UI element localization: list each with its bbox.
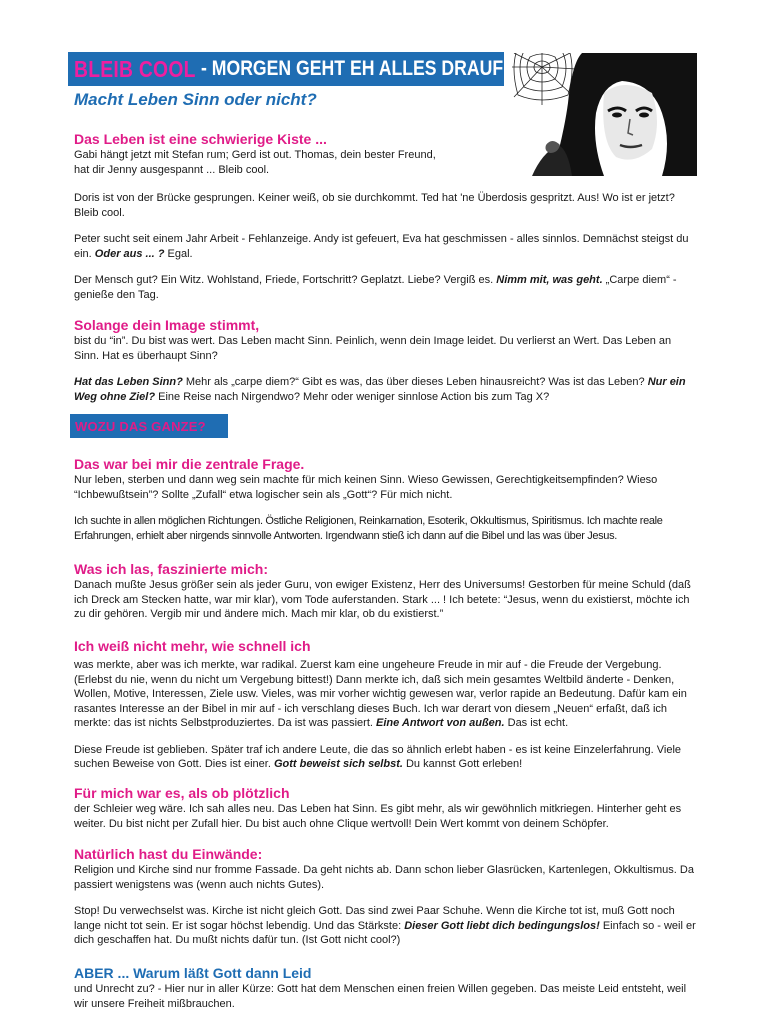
text-line: Gabi hängt jetzt mit Stefan rum; Gerd ist out. Thomas, dein bester Freund,	[74, 149, 436, 161]
text-span: was merkte, aber was ich merkte, war radikal. Zuerst kam eine ungeheure Freude in mir auf - die Freude der Vergebung. (Erlebst du nie, wenn du nicht um Vergebung bittest!) Dann merkte ich, daß sich mein gesamtes Weltbild änderte - Denken, Wollen, Motive, Interessen, Ziele usw. Vieles, was mir vorher wichtig gewesen war, verlor rapide an Bedeutung. Dafür kam ein rasantes Interesse an der Bibel in mir auf - ich verschlang dieses Buch. Ich war derart von diesem „Neuen“ erfaßt, daß ich merkte: das ist nichts Selbstproduziertes. Da ist was passiert.	[74, 659, 687, 729]
paragraph: Doris ist von der Brücke gesprungen. Keiner weiß, ob sie durchkommt. Ted hat 'ne Überdosis gespritzt. Aus! Wo ist er jetzt? Bleib cool.	[74, 192, 675, 219]
emphasis: Gott beweist sich selbst.	[273, 758, 403, 770]
text-span: „Carpe diem“ - genieße den Tag.	[74, 274, 677, 301]
emphasis: Nur ein Weg ohne Ziel?	[74, 376, 686, 403]
text-span: Der Mensch gut? Ein Witz. Wohlstand, Friede, Fortschritt? Geplatzt. Liebe? Vergiß es.	[74, 274, 497, 286]
title-main: BLEIB COOL	[74, 55, 196, 82]
title-banner	[68, 52, 504, 86]
text-span: Peter sucht seit einem Jahr Arbeit - Fehlanzeige. Andy ist gefeuert, Eva hat geschmissen - alles sinnlos. Demnächst steigst du ein.	[74, 233, 689, 260]
text-line: hat dir Jenny ausgespannt ... Bleib cool.	[74, 163, 270, 176]
section-heading: ABER ... Warum läßt Gott dann Leid	[74, 965, 312, 981]
text-span: Einfach so - weil er dich geschaffen hat. Du mußt nichts dafür tun. (Ist Gott nicht cool?)	[74, 919, 696, 946]
section-central-question	[74, 455, 698, 543]
section-heading: Für mich war es, als ob plötzlich	[74, 785, 290, 801]
text-span: Egal.	[164, 247, 193, 260]
text-span: Diese Freude ist geblieben. Später traf ich andere Leute, die das so ähnlich erlebt haben - es ist keine Einzelerfahrung. Viele suchen Beweise von Gott. Dies ist einer.	[74, 743, 682, 770]
section-fascination	[74, 560, 698, 622]
paragraph	[74, 148, 698, 177]
section-suffering	[74, 964, 698, 1011]
section-heading: Natürlich hast du Einwände:	[74, 846, 263, 862]
text-span: Du kannst Gott erleben!	[402, 758, 523, 770]
text-span: Mehr als „carpe diem?“ Gibt es was, das über dieses Leben hinausreicht? Was ist das Leben?	[182, 376, 648, 388]
section-objections	[74, 845, 698, 948]
paragraph: bist du “in”. Du bist was wert. Das Leben macht Sinn. Peinlich, wenn dein Image leidet. Du verlierst an Wert. Das Leben an Sinn. Hat es überhaupt Sinn?	[74, 335, 672, 362]
subtitle: Macht Leben Sinn oder nicht?	[74, 90, 317, 109]
emphasis: Eine Antwort von außen.	[376, 717, 505, 729]
paragraph: der Schleier weg wäre. Ich sah alles neu. Das Leben hat Sinn. Es gibt mehr, als wir gewöhnlich mitkriegen. Hinterher geht es weiter. Du bist nicht per Zufall hier. Du bist auch ohne Clique wertvoll! Dein Wert kommt von deinem Schöpfer.	[74, 803, 682, 830]
text-span: Das ist echt.	[504, 717, 569, 729]
paragraph	[74, 232, 698, 261]
section-veil	[74, 784, 698, 831]
section-heading: Ich weiß nicht mehr, wie schnell ich	[74, 638, 311, 654]
emphasis: Dieser Gott liebt dich bedingungslos!	[404, 919, 600, 932]
paragraph: Nur leben, sterben und dann weg sein machte für mich keinen Sinn. Wieso Gewissen, Gerechtigkeitsempfinden? Wieso “Ichbewußtsein”? Sollte „Zufall“ etwa logischer sein als „Gott“? Für mich nicht.	[74, 474, 658, 501]
section-heading: Das Leben ist eine schwierige Kiste ...	[74, 131, 327, 147]
section-heading: Solange dein Image stimmt,	[74, 317, 260, 333]
emphasis: Nimm mit, was geht.	[496, 274, 603, 286]
paragraph	[74, 375, 698, 404]
paragraph	[74, 273, 698, 302]
paragraph	[74, 743, 698, 772]
paragraph: und Unrecht zu? - Hier nur in aller Kürze: Gott hat dem Menschen einen freien Willen gegeben. Das meiste Leid entsteht, weil wir unsere Freiheit mißbrauchen.	[74, 983, 687, 1010]
paragraph: Religion und Kirche sind nur fromme Fassade. Da geht nichts ab. Dann schon lieber Glasrücken, Kartenlegen, Okkultismus. Da passiert wenigstens was (wenn auch nichts Gutes).	[74, 864, 694, 891]
paragraph	[74, 658, 698, 731]
paragraph: Danach mußte Jesus größer sein als jeder Guru, von ewiger Existenz, Herr des Universums! Gestorben für meine Schuld (daß ich Dreck am Stecken hatte, war mir klar), vom Tode auferstanden. Stark ... ! Ich betete: “Jesus, wenn du existierst, möchte ich zu dir gehören. Vergib mir und ändere mich. Mach mir klar, ob du existierst.”	[74, 579, 691, 620]
text-span: Stop! Du verwechselst was. Kirche ist nicht gleich Gott. Das sind zwei Paar Schuhe. Wenn die Kirche tot ist, muß Gott noch lange nicht tot sein. Er ist sogar höchst lebendig. Und das Stärkste:	[74, 905, 675, 932]
title-rest: - MORGEN GEHT EH ALLES DRAUF	[200, 57, 504, 80]
section-experience	[74, 637, 698, 772]
paragraph	[74, 904, 698, 948]
section-heading: Das war bei mir die zentrale Frage.	[74, 456, 305, 472]
section-intro	[74, 130, 698, 302]
wozu-tag	[70, 414, 228, 438]
emphasis: Hat das Leben Sinn?	[74, 376, 183, 388]
section-image	[74, 316, 698, 404]
tag-label: WOZU DAS GANZE?	[75, 418, 206, 434]
section-heading: Was ich las, faszinierte mich:	[74, 561, 268, 577]
emphasis: Oder aus ... ?	[94, 247, 165, 260]
paragraph: Ich suchte in allen möglichen Richtungen. Östliche Religionen, Reinkarnation, Esoterik, Okkultismus, Spiritismus. Ich machte reale Erfahrungen, erhielt aber nirgends sinnvolle Antworten. Irgendwann stieß ich dann auf die Bibel und las was über Jesus.	[74, 515, 663, 542]
text-span: Eine Reise nach Nirgendwo? Mehr oder weniger sinnlose Action bis zum Tag X?	[155, 390, 550, 403]
